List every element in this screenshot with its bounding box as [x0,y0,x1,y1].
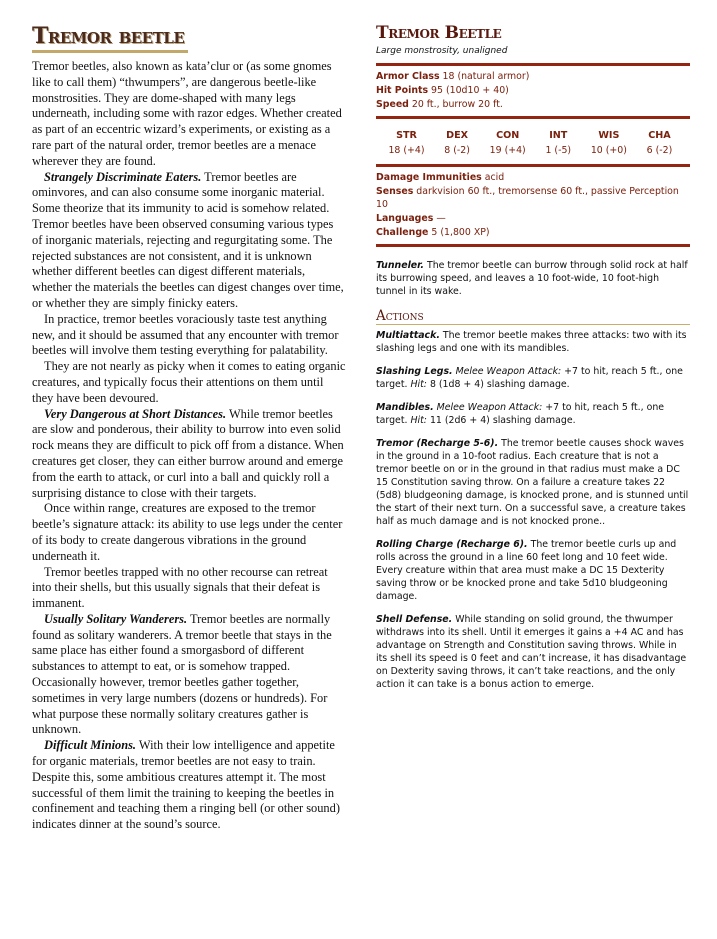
action-damage: 11 (2d6 + 4) slashing damage. [426,415,576,426]
ability-name: DEX [446,130,469,141]
value: — [433,213,446,224]
value: 20 ft., burrow 20 ft. [408,99,503,110]
lore-paragraph [32,612,346,738]
lore-paragraph [32,170,346,312]
ability-scores [376,123,690,159]
speed [376,98,690,111]
action-tremor [376,437,690,528]
trait-name: Tunneler. [376,260,424,271]
lore-paragraph [32,359,346,406]
action-damage: 8 (1d8 + 4) slashing damage. [426,379,570,390]
value: darkvision 60 ft., tremorsense 60 ft., passive Perception 10 [376,186,679,210]
action-name: Shell Defense. [376,614,453,625]
lore-text: Once within range, creatures are exposed to the tremor beetle’s signature attack: its ability to use legs under the center of its body to create dangerous vibrations in the ground underneath it. [32,501,343,563]
divider [376,164,690,167]
stat-block [376,22,690,701]
armor-class [376,70,690,83]
value: 5 (1,800 XP) [428,227,490,238]
trait-tunneler [376,259,690,298]
languages [376,212,690,225]
challenge [376,226,690,239]
ability-dex [435,129,480,157]
actions-heading: Actions [376,308,690,325]
ability-wis [586,129,631,157]
lore-paragraph [32,501,346,564]
lore-heading: Usually Solitary Wanderers. [44,611,188,626]
action-text: The tremor beetle causes shock waves in the ground in a 10-foot radius. Each creature that is not a tremor beetle on or in the ground in that radius must make a DC 15 Constitution saving throw. On a failure a creature takes 22 (5d8) bludgeoning damage, is knocked prone, and is stunned until the start of their next turn. On a successful save, a creature takes half as much damage and is not knocked prone.. [376,438,689,527]
hit-label: Hit: [407,415,427,426]
attack-type: Melee Weapon Attack: [452,366,562,377]
action-mandibles [376,401,690,427]
lore-paragraph [32,407,346,502]
label: Challenge [376,227,429,238]
label: Hit Points [376,85,429,96]
monster-type: Large monstrosity, unaligned [376,46,508,56]
action-name: Rolling Charge (Recharge 6). [376,539,528,550]
ability-value: 10 (+0) [590,145,627,156]
value: 95 (10d10 + 40) [428,85,509,96]
action-name: Slashing Legs. [376,366,453,377]
lore-paragraph [32,738,346,833]
label: Languages [376,213,434,224]
lore-title: Tremor beetle [32,22,188,53]
ability-value: 6 (-2) [646,145,673,156]
lore-paragraph [32,59,346,170]
attack-type: Melee Weapon Attack: [433,402,543,413]
action-name: Tremor (Recharge 5-6). [376,438,499,449]
lore-text: Tremor beetles are ominvores, and can also consume some inorganic material. Some theorize that its immunity to acid is somehow related. Tremor beetles have been observed consuming various types of inorganic materials, rejecting and regurgitating some. The rejected substances are not consistent, and it is unknown whether different beetles can digest different materials, whether the materials the beetles can digest changes over time, or whether they are simply finicky eaters. [32,169,344,310]
action-text: The tremor beetle makes three attacks: two with its slashing legs and one with its mandibles. [376,330,687,354]
ability-name: WIS [598,130,620,141]
label: Senses [376,186,414,197]
ability-int [536,129,581,157]
ability-name: CON [496,130,520,141]
action-text: +7 to hit, reach 5 ft., one target. [376,402,665,426]
lore-paragraph [32,312,346,359]
action-multiattack [376,329,690,355]
lore-heading: Strangely Discriminate Eaters. [44,169,202,184]
ability-name: INT [549,130,568,141]
lore-text: Tremor beetles, also known as kata’clur or (as some gnomes like to call them) “thwumpers”, are dangerous beetle-like monstrosities. They are dome-shaped with many legs underneath, including some with razor edges. Whether created as part of an eccentric wizard’s experiments, or existing as a rare part of the natural order, tremor beetles are a menace wherever they are found. [32,59,342,168]
ability-con [485,129,530,157]
ability-value: 8 (-2) [444,145,470,156]
lore-column [32,22,346,833]
trait-text: The tremor beetle can burrow through solid rock at half its burrowing speed, and leaves a 10 foot-wide, 10 foot-high tunnel in its wake. [376,260,688,297]
hit-label: Hit: [407,379,427,390]
lore-text: They are not nearly as picky when it comes to eating organic creatures, and typically focus their attentions on them until they have been devoured. [32,359,346,405]
lore-text: Tremor beetles trapped with no other recourse can retreat into their shells, but this usually signals that their defeat is immanent. [32,564,328,611]
ability-name: CHA [648,130,671,141]
action-name: Multiattack. [376,330,440,341]
divider [376,244,690,247]
label: Armor Class [376,71,440,82]
lore-text: While tremor beetles are slow and ponderous, their ability to burrow into even solid rock means they are difficult to pick off from a distance. When creatures get closer, they can either burrow around and emerge from the earth to attack, or curl into a ball and quickly roll a surprising distance to close with their targets. [32,406,344,500]
divider [376,63,690,66]
damage-immunities [376,171,690,184]
lore-text: In practice, tremor beetles voraciously taste test anything new, and it should be assumed that any encounter with tremor beetles will involve them testing everything for palatability. [32,311,339,358]
action-rolling-charge [376,538,690,603]
value: acid [481,172,505,183]
lore-heading: Difficult Minions. [44,738,137,753]
action-name: Mandibles. [376,402,434,413]
senses [376,185,690,211]
ability-name: STR [396,130,417,141]
ability-value: 19 (+4) [489,145,526,156]
ability-cha [637,129,682,157]
value: 18 (natural armor) [439,71,530,82]
ability-str [384,129,429,157]
action-slashing-legs [376,365,690,391]
lore-paragraph [32,565,346,612]
action-shell-defense [376,613,690,691]
label: Damage Immunities [376,172,482,183]
hit-points [376,84,690,97]
ability-value: 18 (+4) [388,145,425,156]
action-text: The tremor beetle curls up and rolls across the ground in a line 60 feet long and 10 feet wide. Every creature within that area must make a DC 15 Dexterity saving throw or be knocked prone and take 5d10 bludgeoning damage. [376,539,677,602]
action-text: +7 to hit, reach 5 ft., one target. [376,366,683,390]
ability-value: 1 (-5) [545,145,572,156]
lore-text: With their low intelligence and appetite for organic materials, tremor beetles are not easy to train. Despite this, some ambitious creatures attempt it. The most successful of them limit the training to keeping the beetles in confinement and teaching them a ringing bell (or other sound) indicates dinner at the sound’s source. [32,738,340,832]
lore-heading: Very Dangerous at Short Distances. [44,406,227,421]
action-text: While standing on solid ground, the thwumper withdraws into its shell. Until it emerges it gains a +4 AC and has advantage on Strength and Constitution saving throws. While in its shell its speed is 0 feet and can’t increase, it has disadvantage on Dexterity saving throws, it can’t take reactions, and the only action it can take is a bonus action to emerge. [376,614,687,690]
monster-name: Tremor Beetle [376,23,502,43]
divider [376,116,690,119]
label: Speed [376,99,409,110]
lore-text: Tremor beetles are normally found as solitary wanderers. A tremor beetle that stays in the same place has either found a smorgasbord of different substances to attempt to eat, or is somehow trapped. Occasionally however, tremor beetles gather together, sometimes in very large numbers (dozens or hundreds). For what purpose these normally solitary creatures gather is unknown. [32,611,332,737]
